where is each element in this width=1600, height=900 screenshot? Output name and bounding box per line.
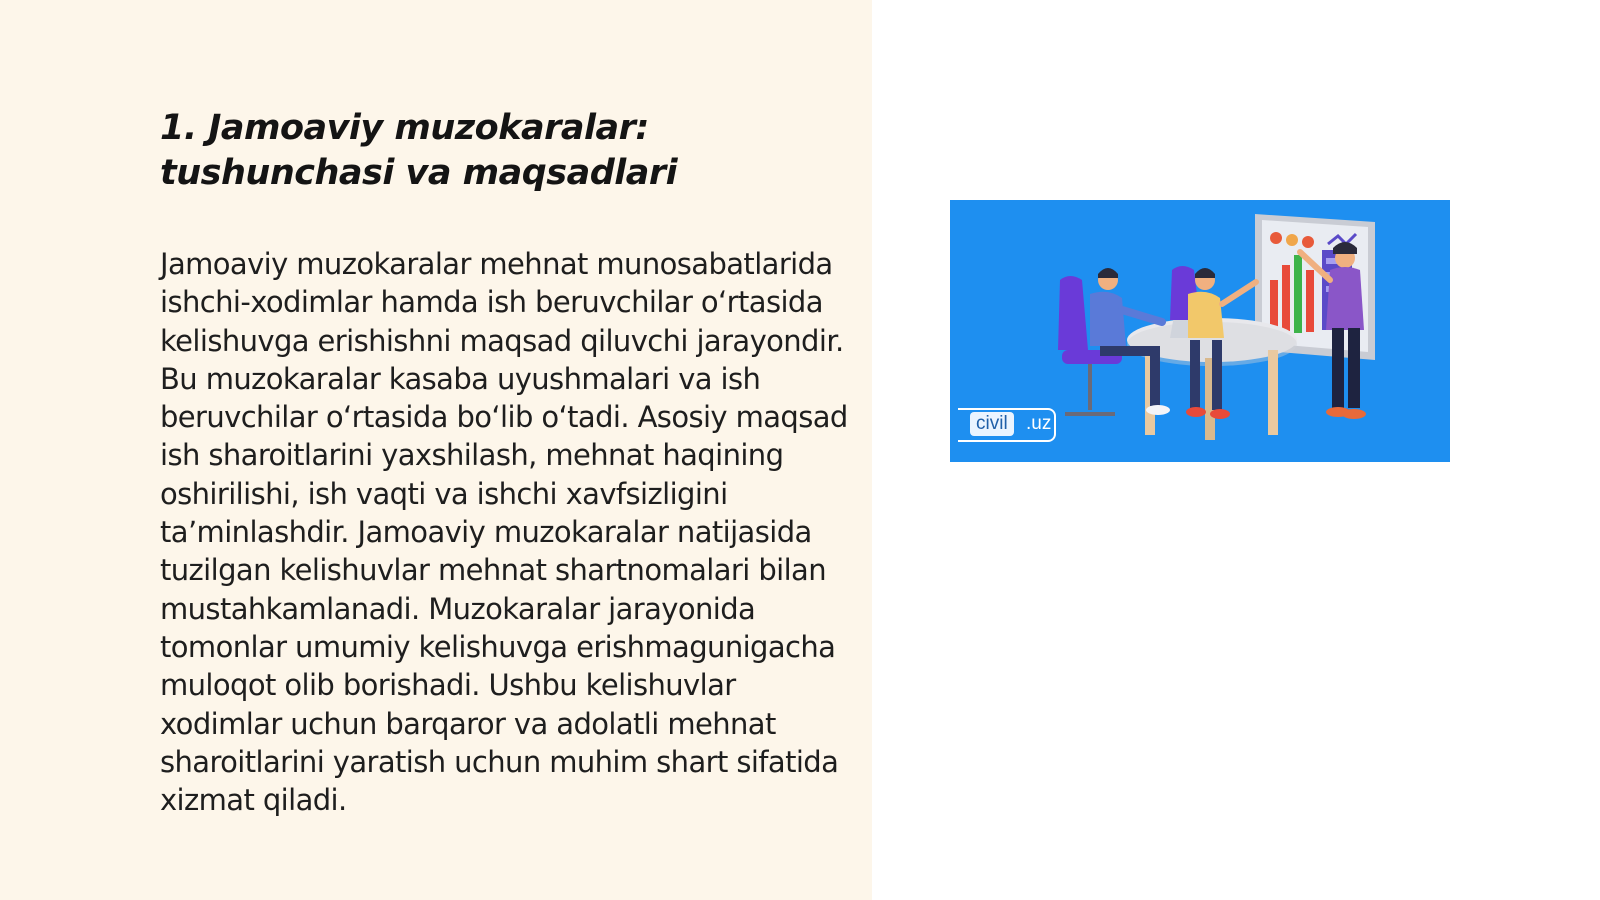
civil-uz-logo — [954, 408, 1052, 440]
logo-main-text: civil — [970, 412, 1014, 436]
slide-body-text: Jamoaviy muzokaralar mehnat munosabatlarida ishchi-xodimlar hamda ish beruvchilar o‘rtasida kelishuvga erishishni maqsad qiluvchi jarayondir. Bu muzokaralar kasaba uyushmalari va ish beruvchilar o‘rtasida bo‘lib o‘tadi. Asosiy maqsad ish sharoitlarini yaxshilash, mehnat haqining oshirilishi, ish vaqti va ishchi xavfsizligini ta’minlashdir. Jamoaviy muzokaralar natijasida tuzilgan kelishuvlar mehnat shartnomalari bilan mustahkamlanadi. Muzokaralar jarayonida tomonlar umumiy kelishuvga erishmagunigacha muloqot olib borishadi. Ushbu kelishuvlar xodimlar uchun barqaror va adolatli mehnat sharoitlarini yaratish uchun muhim shart sifatida xizmat qiladi. — [160, 247, 848, 818]
logo-suffix-text: .uz — [1026, 413, 1052, 434]
meeting-illustration — [950, 200, 1450, 462]
slide-title: 1. Jamoaviy muzokaralar: tushunchasi va maqsadlari — [160, 108, 678, 193]
